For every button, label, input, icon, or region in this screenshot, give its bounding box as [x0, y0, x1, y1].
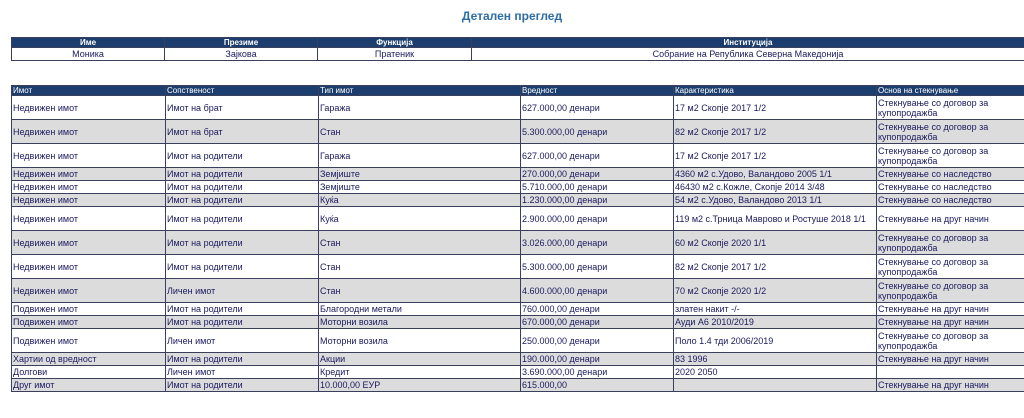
- characteristic-cell: 83 1996: [674, 353, 877, 366]
- header-function: Функција: [318, 38, 472, 48]
- asset-type-cell: Куќа: [319, 194, 521, 207]
- table-row: [12, 255, 1024, 279]
- page-title: Детален преглед: [461, 9, 563, 23]
- characteristic-cell: 70 м2 Скопје 2020 1/2: [674, 279, 877, 303]
- characteristic-cell: 119 м2 с.Трница Маврово и Ростуше 2018 1/1: [674, 207, 877, 231]
- asset-type-cell: Земјиште: [319, 168, 521, 181]
- asset-cell: Недвижен имот: [12, 255, 166, 279]
- ownership-cell: Имот на родители: [166, 207, 319, 231]
- ownership-cell: Личен имот: [166, 366, 319, 379]
- asset-cell: Недвижен имот: [12, 194, 166, 207]
- acquisition-basis-cell: Стекнување со договор за купопродажба: [877, 96, 1024, 120]
- table-row: [12, 231, 1024, 255]
- characteristic-cell: златен накит -/-: [674, 303, 877, 316]
- acquisition-basis-cell: Стекнување на друг начин: [877, 207, 1024, 231]
- value-cell: 1.230.000,00 денари: [521, 194, 674, 207]
- table-row: [12, 144, 1024, 168]
- ownership-cell: Имот на родители: [166, 353, 319, 366]
- table-row: [12, 316, 1024, 329]
- asset-type-cell: Благородни метали: [319, 303, 521, 316]
- asset-type-cell: Стан: [319, 120, 521, 144]
- acquisition-basis-cell: Стекнување со наследство: [877, 181, 1024, 194]
- acquisition-basis-cell: Стекнување со договор за купопродажба: [877, 231, 1024, 255]
- table-row: [12, 207, 1024, 231]
- ownership-cell: Имот на родители: [166, 181, 319, 194]
- characteristic-cell: 17 м2 Скопје 2017 1/2: [674, 144, 877, 168]
- acquisition-basis-cell: Стекнување со договор за купопродажба: [877, 144, 1024, 168]
- header-asset-type: Тип имот: [319, 86, 521, 96]
- characteristic-cell: 2020 2050: [674, 366, 877, 379]
- ownership-cell: Имот на родители: [166, 231, 319, 255]
- official-row: [12, 48, 1024, 61]
- asset-cell: Недвижен имот: [12, 181, 166, 194]
- asset-type-cell: Земјиште: [319, 181, 521, 194]
- header-institution: Институција: [472, 38, 1024, 48]
- header-last-name: Презиме: [165, 38, 318, 48]
- value-cell: 627.000,00 денари: [521, 96, 674, 120]
- asset-type-cell: Акции: [319, 353, 521, 366]
- asset-cell: Недвижен имот: [12, 231, 166, 255]
- asset-cell: Подвижен имот: [12, 329, 166, 353]
- ownership-cell: Личен имот: [166, 329, 319, 353]
- ownership-cell: Имот на брат: [166, 96, 319, 120]
- header-characteristic: Карактеристика: [674, 86, 877, 96]
- value-cell: 5.710.000,00 денари: [521, 181, 674, 194]
- acquisition-basis-cell: Стекнување на друг начин: [877, 379, 1024, 392]
- value-cell: 2.900.000,00 денари: [521, 207, 674, 231]
- table-row: [12, 181, 1024, 194]
- table-row: [12, 303, 1024, 316]
- table-row: [12, 168, 1024, 181]
- characteristic-cell: 82 м2 Скопје 2017 1/2: [674, 120, 877, 144]
- value-cell: 190.000,00 денари: [521, 353, 674, 366]
- acquisition-basis-cell: Стекнување на друг начин: [877, 353, 1024, 366]
- header-asset: Имот: [12, 86, 166, 96]
- characteristic-cell: 60 м2 Скопје 2020 1/1: [674, 231, 877, 255]
- asset-type-cell: Гаража: [319, 144, 521, 168]
- characteristic-cell: 54 м2 с.Удово, Валандово 2013 1/1: [674, 194, 877, 207]
- ownership-cell: Личен имот: [166, 279, 319, 303]
- asset-type-cell: Стан: [319, 279, 521, 303]
- table-row: [12, 120, 1024, 144]
- value-cell: 5.300.000,00 денари: [521, 120, 674, 144]
- characteristic-cell: 17 м2 Скопје 2017 1/2: [674, 96, 877, 120]
- asset-cell: Долгови: [12, 366, 166, 379]
- official-last-name: Зајкова: [165, 48, 318, 61]
- table-row: [12, 366, 1024, 379]
- header-first-name: Име: [12, 38, 165, 48]
- table-row: [12, 353, 1024, 366]
- header-ownership: Сопственост: [166, 86, 319, 96]
- ownership-cell: Имот на родители: [166, 144, 319, 168]
- acquisition-basis-cell: Стекнување со наследство: [877, 194, 1024, 207]
- official-table: [11, 37, 1024, 61]
- characteristic-cell: [674, 379, 877, 392]
- ownership-cell: Имот на родители: [166, 316, 319, 329]
- asset-cell: Недвижен имот: [12, 144, 166, 168]
- acquisition-basis-cell: Стекнување со договор за купопродажба: [877, 255, 1024, 279]
- table-row: [12, 329, 1024, 353]
- ownership-cell: Имот на родители: [166, 168, 319, 181]
- value-cell: 270.000,00 денари: [521, 168, 674, 181]
- value-cell: 5.300.000,00 денари: [521, 255, 674, 279]
- acquisition-basis-cell: Стекнување на друг начин: [877, 316, 1024, 329]
- ownership-cell: Имот на родители: [166, 255, 319, 279]
- value-cell: 250.000,00 денари: [521, 329, 674, 353]
- official-first-name: Моника: [12, 48, 165, 61]
- asset-type-cell: Моторни возила: [319, 329, 521, 353]
- value-cell: 3.690.000,00 денари: [521, 366, 674, 379]
- acquisition-basis-cell: Стекнување со договор за купопродажба: [877, 279, 1024, 303]
- asset-type-cell: Кредит: [319, 366, 521, 379]
- assets-header-row: [12, 86, 1024, 96]
- official-function: Пратеник: [318, 48, 472, 61]
- ownership-cell: Имот на родители: [166, 303, 319, 316]
- official-header-row: [12, 38, 1024, 48]
- asset-cell: Недвижен имот: [12, 96, 166, 120]
- asset-type-cell: Стан: [319, 255, 521, 279]
- acquisition-basis-cell: Стекнување со договор за купопродажба: [877, 120, 1024, 144]
- ownership-cell: Имот на брат: [166, 120, 319, 144]
- value-cell: 670.000,00 денари: [521, 316, 674, 329]
- value-cell: 627.000,00 денари: [521, 144, 674, 168]
- asset-cell: Недвижен имот: [12, 207, 166, 231]
- asset-cell: Подвижен имот: [12, 303, 166, 316]
- characteristic-cell: 46430 м2 с.Кожле, Скопје 2014 3/48: [674, 181, 877, 194]
- asset-cell: Хартии од вредност: [12, 353, 166, 366]
- ownership-cell: Имот на родители: [166, 194, 319, 207]
- table-row: [12, 279, 1024, 303]
- asset-cell: Недвижен имот: [12, 120, 166, 144]
- acquisition-basis-cell: Стекнување на друг начин: [877, 303, 1024, 316]
- characteristic-cell: 82 м2 Скопје 2017 1/2: [674, 255, 877, 279]
- asset-cell: Друг имот: [12, 379, 166, 392]
- asset-type-cell: 10.000,00 ЕУР: [319, 379, 521, 392]
- ownership-cell: Имот на родители: [166, 379, 319, 392]
- official-institution: Собрание на Република Северна Македонија: [472, 48, 1024, 61]
- acquisition-basis-cell: Стекнување со договор за купопродажба: [877, 329, 1024, 353]
- asset-type-cell: Моторни возила: [319, 316, 521, 329]
- characteristic-cell: Ауди А6 2010/2019: [674, 316, 877, 329]
- value-cell: 3.026.000,00 денари: [521, 231, 674, 255]
- asset-cell: Недвижен имот: [12, 279, 166, 303]
- table-row: [12, 96, 1024, 120]
- characteristic-cell: Поло 1.4 тди 2006/2019: [674, 329, 877, 353]
- table-row: [12, 379, 1024, 392]
- header-acquisition-basis: Основ на стекнување: [877, 86, 1024, 96]
- asset-cell: Подвижен имот: [12, 316, 166, 329]
- value-cell: 760.000,00 денари: [521, 303, 674, 316]
- characteristic-cell: 4360 м2 с.Удово, Валандово 2005 1/1: [674, 168, 877, 181]
- asset-type-cell: Стан: [319, 231, 521, 255]
- assets-table: [11, 85, 1024, 392]
- acquisition-basis-cell: Стекнување со наследство: [877, 168, 1024, 181]
- table-row: [12, 194, 1024, 207]
- header-value: Вредност: [521, 86, 674, 96]
- asset-type-cell: Куќа: [319, 207, 521, 231]
- asset-cell: Недвижен имот: [12, 168, 166, 181]
- asset-type-cell: Гаража: [319, 96, 521, 120]
- value-cell: 615.000,00: [521, 379, 674, 392]
- value-cell: 4.600.000,00 денари: [521, 279, 674, 303]
- acquisition-basis-cell: [877, 366, 1024, 379]
